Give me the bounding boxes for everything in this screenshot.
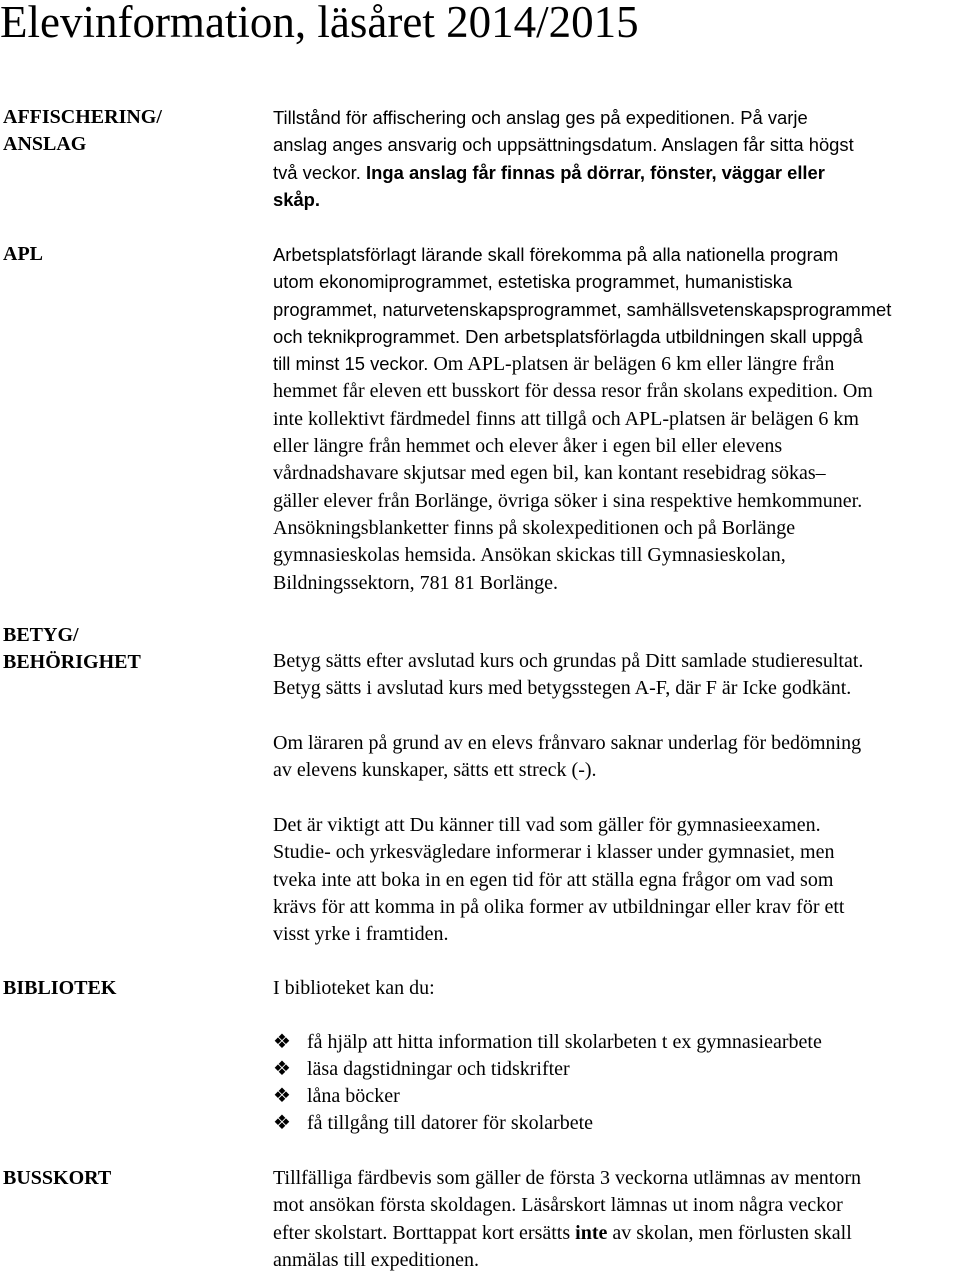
list-item (273, 1110, 957, 1137)
text-line: Betyg sätts efter avslutad kurs och grundas på Ditt samlade studieresultat. (273, 650, 864, 672)
list-item (273, 1029, 957, 1056)
text-line: till minst 15 veckor. (273, 353, 429, 375)
text-line: Om APL-platsen är belägen 6 km eller längre från (433, 353, 835, 376)
text-line: Studie- och yrkesvägledare informerar i klasser under gymnasiet, men (273, 841, 835, 864)
section-label-betyg (3, 622, 141, 676)
label-line: AFFISCHERING/ (3, 106, 162, 128)
diamond-bullet-icon: ❖ (273, 1085, 291, 1107)
text-line: utom ekonomiprogrammet, estetiska programmet, humanistiska (273, 271, 793, 293)
text-line: Betyg sätts i avslutad kurs med betygsstegen A-F, där F är Icke godkänt. (273, 677, 852, 700)
affischering-text (273, 104, 957, 213)
list-item (273, 1056, 957, 1083)
text-line: Tillstånd för affischering och anslag ges på expeditionen. På varje (273, 107, 808, 128)
bibliotek-intro: I biblioteket kan du: (273, 977, 435, 999)
list-item-text: få tillgång till datorer för skolarbete (307, 1112, 594, 1134)
diamond-bullet-icon: ❖ (273, 1058, 291, 1080)
list-item-text: få hjälp att hitta information till skolarbeten t ex gymnasiearbete (307, 1031, 822, 1053)
text-line: gymnasieskolas hemsida. Ansökan skickas till Gymnasieskolan, (273, 544, 786, 567)
text-line: Ansökningsblanketter finns på skolexpeditionen och på Borlänge (273, 516, 796, 539)
section-label-busskort: BUSSKORT (3, 1167, 112, 1189)
text-line: efter skolstart. Borttappat kort ersätts (273, 1221, 576, 1244)
label-line: BETYG/ (3, 624, 79, 646)
list-item (273, 1083, 957, 1110)
text-line: krävs för att komma in på olika former av utbildningar eller krav för ett (273, 895, 845, 918)
text-line: av skolan, men förlusten skall (607, 1221, 852, 1244)
diamond-bullet-icon: ❖ (273, 1112, 291, 1134)
bold-text: inte (575, 1221, 608, 1244)
text-line: Bildningssektorn, 781 81 Borlänge. (273, 571, 558, 594)
text-line: eller längre från hemmet och elever åker i egen bil eller elevens (273, 435, 783, 458)
list-item-text: läsa dagstidningar och tidskrifter (307, 1058, 570, 1080)
text-line: inte kollektivt färdmedel finns att tillgå och APL-platsen är belägen 6 km (273, 407, 859, 430)
apl-text (273, 241, 957, 597)
text-line: hemmet får eleven ett busskort för dessa resor från skolans expedition. Om (273, 380, 873, 403)
text-line: mot ansökan första skoldagen. Läsårskort lämnas ut inom några veckor (273, 1194, 843, 1217)
bold-text: Inga anslag får finnas på dörrar, fönster, väggar eller (366, 161, 825, 183)
busskort-text (273, 1165, 957, 1274)
section-label-apl: APL (3, 243, 43, 265)
text-line: anmälas till expeditionen. (273, 1248, 480, 1271)
betyg-para-1 (273, 648, 957, 703)
text-line: vårdnadshavare skjutsar med egen bil, kan kontant resebidrag sökas– (273, 462, 826, 485)
text-line: Det är viktigt att Du känner till vad som gäller för gymnasieexamen. (273, 814, 821, 836)
diamond-bullet-icon: ❖ (273, 1031, 291, 1053)
text-line: av elevens kunskaper, sätts ett streck (-). (273, 759, 597, 782)
label-line: ANSLAG (3, 133, 87, 155)
text-line: tveka inte att boka in en egen tid för att ställa egna frågor om vad som (273, 868, 834, 891)
label-line: BEHÖRIGHET (3, 651, 141, 673)
text-line: två veckor. (273, 161, 361, 183)
section-label-bibliotek: BIBLIOTEK (3, 977, 117, 999)
section-label-affischering (3, 104, 162, 158)
text-line: gäller elever från Borlänge, övriga söker i sina respektive hemkommuner. (273, 489, 863, 512)
text-line: programmet, naturvetenskapsprogrammet, samhällsvetenskapsprogrammet (273, 298, 892, 320)
text-line: Om läraren på grund av en elevs frånvaro saknar underlag för bedömning (273, 732, 862, 754)
text-line: visst yrke i framtiden. (273, 923, 449, 946)
list-item-text: låna böcker (307, 1085, 400, 1107)
text-line: Tillfälliga färdbevis som gäller de första 3 veckorna utlämnas av mentorn (273, 1167, 861, 1189)
text-line: Arbetsplatsförlagt lärande skall förekomma på alla nationella program (273, 244, 839, 265)
text-line: anslag anges ansvarig och uppsättningsdatum. Anslagen får sitta högst (273, 134, 854, 156)
betyg-para-2 (273, 730, 957, 785)
text-line: och teknikprogrammet. Den arbetsplatsförlagda utbildningen skall uppgå (273, 325, 863, 347)
betyg-para-3 (273, 812, 957, 948)
page-title: Elevinformation, läsåret 2014/2015 (0, 0, 639, 47)
bibliotek-list (273, 1029, 957, 1137)
bold-text: skåp. (273, 188, 321, 210)
